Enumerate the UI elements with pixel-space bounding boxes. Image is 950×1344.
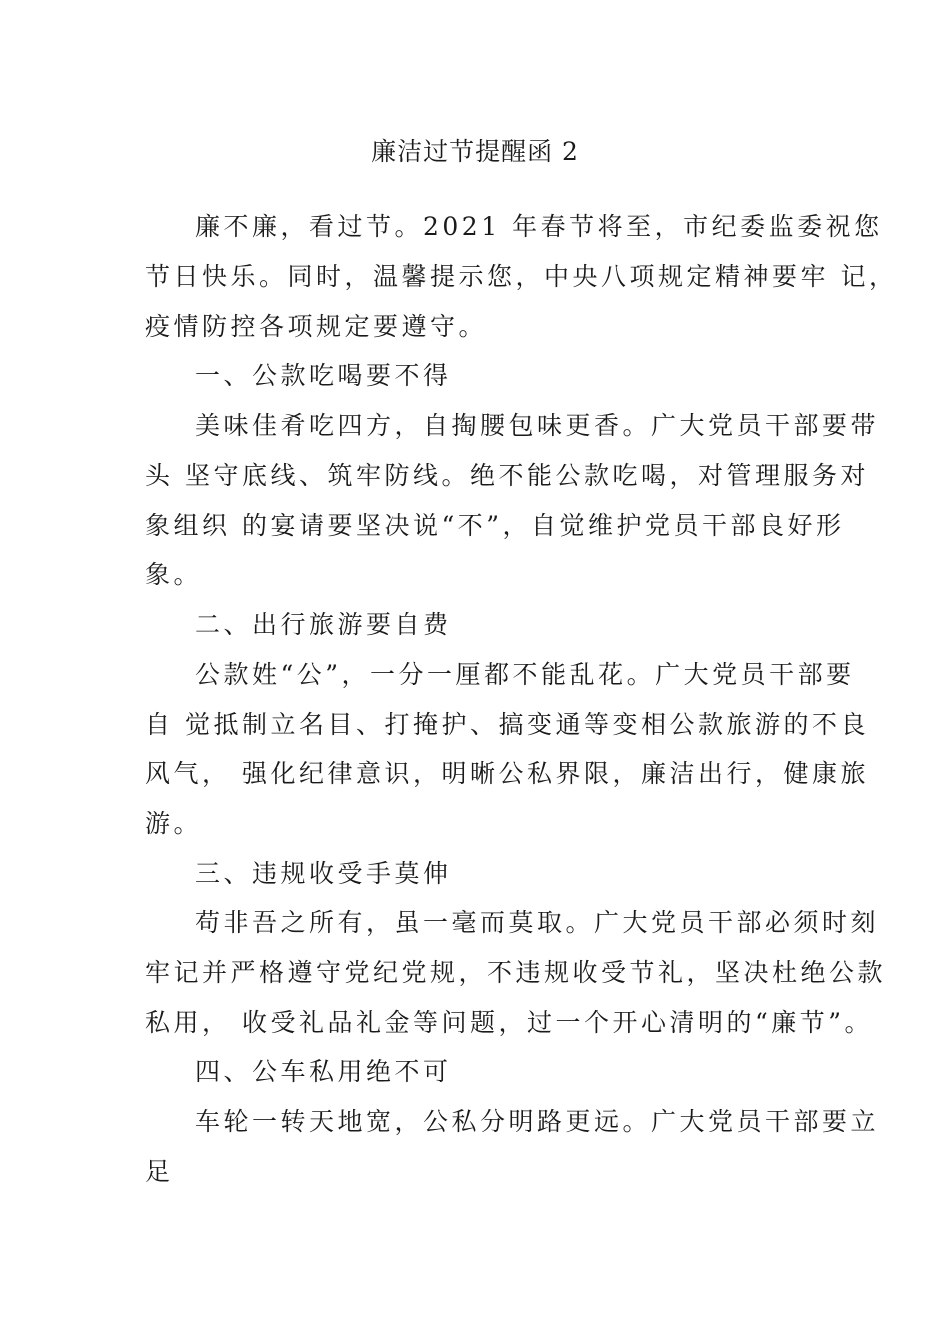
- paragraph-line: 节日快乐。同时，温馨提示您，中央八项规定精神要牢 记，: [145, 262, 898, 291]
- paragraph-line: 廉不廉，看过节。2021 年春节将至，市纪委监委祝您: [195, 212, 883, 241]
- section-heading-1: 一、公款吃喝要不得: [195, 361, 452, 390]
- paragraph-line: 美味佳肴吃四方，自掏腰包味更香。广大党员干部要带: [195, 411, 880, 440]
- paragraph-line: 公款姓“公”，一分一厘都不能乱花。广大党员干部要: [195, 660, 855, 689]
- document-title: 廉洁过节提醒函 2: [371, 137, 579, 166]
- paragraph-line: 自 觉抵制立名目、打掩护、搞变通等变相公款旅游的不良: [145, 710, 869, 739]
- paragraph-line: 牢记并严格遵守党纪党规，不违规收受节礼，坚决杜绝公款: [145, 958, 887, 987]
- section-heading-3: 三、违规收受手莫伸: [195, 859, 452, 888]
- paragraph-line: 象。: [145, 560, 203, 589]
- paragraph-line: 游。: [145, 809, 203, 838]
- paragraph-line: 私用， 收受礼品礼金等问题，过一个开心清明的“廉节”。: [145, 1008, 874, 1037]
- paragraph-line: 风气， 强化纪律意识，明晰公私界限，廉洁出行，健康旅: [145, 759, 869, 788]
- section-heading-2: 二、出行旅游要自费: [195, 610, 452, 639]
- paragraph-line: 象组织 的宴请要坚决说“不”，自觉维护党员干部良好形: [145, 511, 845, 540]
- paragraph-line: 头 坚守底线、筑牢防线。绝不能公款吃喝，对管理服务对: [145, 461, 869, 490]
- paragraph-line: 疫情防控各项规定要遵守。: [145, 312, 488, 341]
- section-heading-4: 四、公车私用绝不可: [195, 1057, 452, 1086]
- paragraph-line: 足: [145, 1157, 174, 1186]
- paragraph-line: 苟非吾之所有，虽一毫而莫取。广大党员干部必须时刻: [195, 908, 880, 937]
- paragraph-line: 车轮一转天地宽，公私分明路更远。广大党员干部要立: [195, 1107, 880, 1136]
